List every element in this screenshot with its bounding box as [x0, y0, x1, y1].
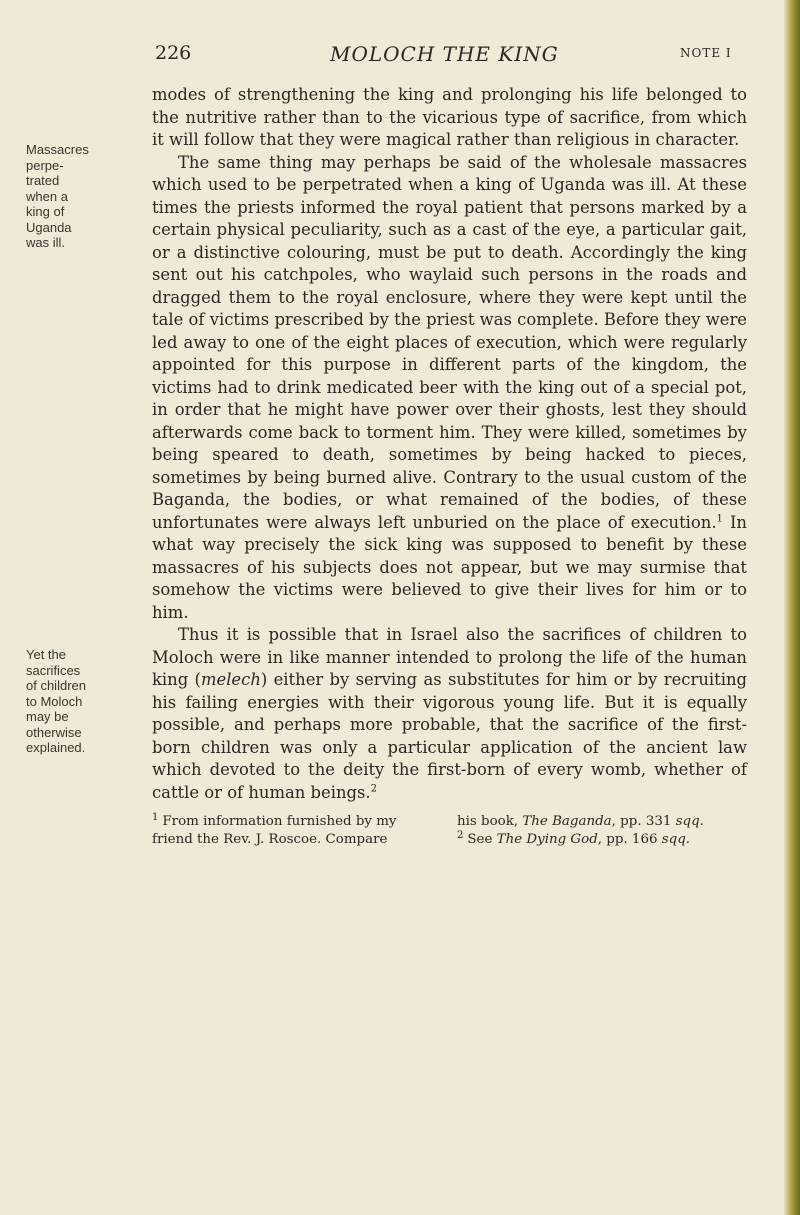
sidenote-line: Massacres: [26, 142, 89, 157]
footnote-line: [152, 813, 442, 831]
sidenote-line: perpe-: [26, 157, 64, 173]
footnote-line: friend the Rev. J. Roscoe. Compare: [152, 832, 388, 847]
sidenote-line: Yet the: [26, 647, 67, 662]
paragraph-text: The same thing may perhaps be said of the wholesale massacres which used to be perpetrated when a king of Uganda was ill. At these times the priests informed the royal patient that persons marked by a certain physical peculiarity, such as a cast of the eye, a particular gait, or a distinctive colouring, must be put to death. Accordingly the king sent out his catchpoles, who waylaid such persons in the roads and dragged them to the royal enclosure, where they were kept until the tale of victims prescribed by the priest was complete. Before they were led away to one of the eight places of execution, which were regularly appointed for this purpose in different parts of the kingdom, the victims had to drink medicated beer with the king out of a special pot, in order that he might have power over their ghosts, lest they should afterwards come back to torment him. They were killed, sometimes by being speared to death, sometimes by being hacked to pieces, sometimes by being burned alive. Contrary to the usual custom of the Baganda, the bodies, or what remained of the bodies, of these unfortunates were always left unburied on the place of execution.: [152, 152, 747, 532]
sidenote-line: to Moloch: [26, 693, 83, 709]
sidenote-line: otherwise: [26, 724, 82, 740]
footnote-ref-1[interactable]: 1: [716, 513, 723, 525]
body-text: [152, 84, 747, 804]
footnote-1: [152, 813, 442, 849]
paragraph: [152, 84, 747, 152]
page-edge-stain: [784, 0, 800, 1215]
sqq-abbrev: sqq.: [675, 814, 704, 829]
footnote-marker: 1: [152, 811, 159, 823]
footnote-line: [457, 813, 757, 831]
sidenote-line: Uganda: [26, 219, 72, 235]
paragraph-text: In what way precisely the sick king was supposed to benefit by these massacres of his subjects does not appear, but we may surmise that somehow the victims were believed to give their lives for him or to him.: [152, 512, 747, 622]
footnote-ref-2[interactable]: 2: [370, 783, 378, 795]
sidenote-line: trated: [26, 173, 60, 188]
sidenote-sacrifices: [26, 647, 136, 756]
paragraph: [152, 624, 747, 804]
sqq-abbrev: sqq.: [661, 832, 691, 847]
sidenote-line: may be: [26, 709, 69, 724]
footnote-text: , pp. 331: [611, 814, 676, 829]
paragraph-text: Thus it is possible that in Israel also the sacrifices of children to Moloch were in like manner intended to prolong the life of the human king (: [152, 625, 747, 689]
sidenote-massacres: [26, 142, 136, 251]
note-label: NOTE I: [680, 46, 732, 60]
footnote-text: From information furnished by my: [162, 814, 397, 829]
book-title: The Baganda: [522, 814, 612, 829]
paragraph-text: ) either by serving as substitutes for him or by recruiting his failing energies with their vigorous young life. But it is equally possible, and perhaps more probable, that the sacrifice of the first-born children was only a particular application of the ancient law which devoted to the deity the first-born of every womb, whether of cattle or of human beings.: [152, 670, 747, 802]
book-title: The Dying God: [496, 832, 598, 847]
sidenote-line: when a: [26, 188, 68, 204]
page-header: [0, 42, 800, 72]
footnote-2: [457, 831, 757, 849]
sidenote-line: sacrifices: [26, 662, 81, 678]
paragraph-text: modes of strengthening the king and prolonging his life belonged to the nutritive rather than to the vicarious type of sacrifice, from which it will follow that they were magical rather than religious in character.: [152, 85, 747, 149]
page-number: 226: [155, 42, 192, 64]
running-title: MOLOCH THE KING: [330, 42, 559, 66]
sidenote-line: was ill.: [26, 235, 66, 250]
paragraph: [152, 152, 747, 625]
sidenote-line: of children: [26, 678, 86, 693]
italic-term: melech: [200, 670, 261, 689]
footnote-text: , pp. 166: [597, 832, 662, 847]
footnote-right-column: [457, 813, 757, 849]
footnote-text: his book,: [457, 814, 523, 829]
sidenote-line: king of: [26, 204, 65, 219]
footnote-marker: 2: [457, 829, 464, 841]
footnote-text: See: [467, 832, 497, 847]
sidenote-line: explained.: [26, 740, 86, 755]
